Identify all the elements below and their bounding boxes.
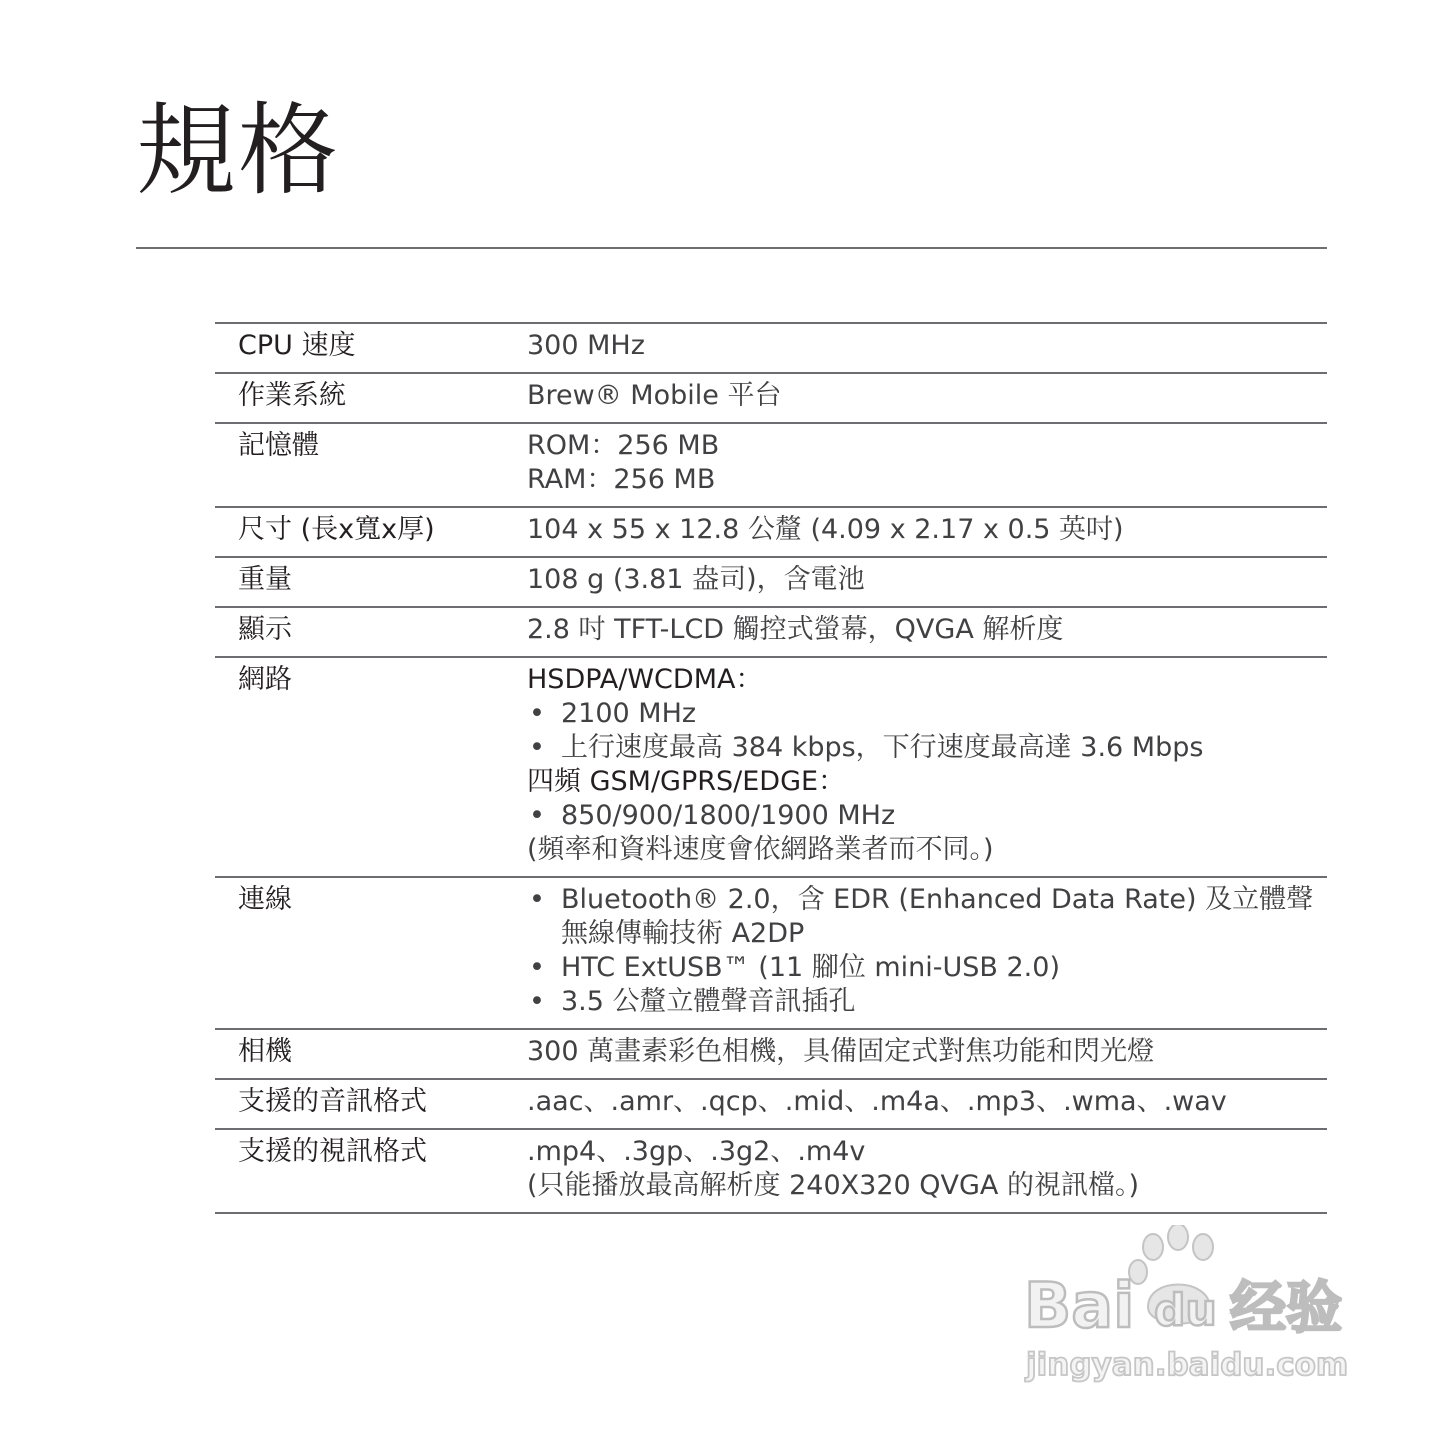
spec-row-audio-formats (215, 1079, 1327, 1129)
spec-row-display (215, 607, 1327, 657)
spec-row-weight (215, 557, 1327, 607)
spec-value (527, 557, 1327, 607)
spec-value (527, 1029, 1327, 1079)
spec-label: CPU 速度 (238, 330, 356, 361)
spec-value (527, 877, 1327, 1029)
spec-value-line: 104 x 55 x 12.8 公釐 (4.09 x 2.17 x 0.5 英吋) (527, 514, 1124, 545)
spec-value (527, 1079, 1327, 1129)
spec-value (527, 657, 1327, 877)
svg-text:经验: 经验 (1230, 1276, 1342, 1341)
spec-label: 支援的視訊格式 (238, 1136, 427, 1167)
spec-label: 顯示 (238, 614, 292, 645)
spec-value-line: .mp4、.3gp、.3g2、.m4v (527, 1136, 866, 1167)
page-title: 規格 (136, 92, 340, 209)
spec-value (527, 507, 1327, 557)
spec-value (527, 323, 1327, 373)
spec-value-line: RAM：256 MB (527, 464, 716, 495)
spec-row-os (215, 373, 1327, 423)
spec-label: 記憶體 (238, 430, 319, 461)
network-hsdpa-heading: HSDPA/WCDMA： (527, 664, 763, 695)
spec-value-line: Brew® Mobile 平台 (527, 380, 782, 411)
spec-row-camera (215, 1029, 1327, 1079)
spec-label: 作業系統 (238, 380, 346, 411)
spec-value (527, 1129, 1327, 1213)
spec-label: 連線 (238, 884, 292, 915)
bullet-item: • 2100 MHz (527, 697, 1319, 731)
spec-value-line: 300 萬畫素彩色相機，具備固定式對焦功能和閃光燈 (527, 1036, 1155, 1067)
bullet-item: • HTC ExtUSB™ (11 腳位 mini-USB 2.0) (527, 951, 1319, 985)
baidu-jingyan-watermark (1020, 1225, 1360, 1395)
spec-value (527, 373, 1327, 423)
spec-value-line: .aac、.amr、.qcp、.mid、.m4a、.mp3、.wma、.wav (527, 1086, 1227, 1117)
spec-value (527, 607, 1327, 657)
svg-text:du: du (1154, 1285, 1217, 1336)
spec-row-video-formats (215, 1129, 1327, 1213)
spec-label: 重量 (238, 564, 292, 595)
bullet-item: • 3.5 公釐立體聲音訊插孔 (527, 985, 1319, 1019)
spec-value-line: ROM：256 MB (527, 430, 720, 461)
svg-text:Bai: Bai (1024, 1269, 1135, 1342)
spec-label: 尺寸 (長x寬x厚) (238, 514, 435, 545)
bullet-item: • 850/900/1800/1900 MHz (527, 799, 1319, 833)
spec-row-memory (215, 423, 1327, 507)
bullet-item: • Bluetooth® 2.0，含 EDR (Enhanced Data Rate) 及立體聲無線傳輸技術 A2DP (527, 883, 1319, 951)
spec-label: 支援的音訊格式 (238, 1086, 427, 1117)
spec-row-cpu (215, 323, 1327, 373)
svg-text:jingyan.baidu.com: jingyan.baidu.com (1026, 1347, 1349, 1383)
spec-value-line: (只能播放最高解析度 240X320 QVGA 的視訊檔。) (527, 1170, 1139, 1201)
bullet-item: • 上行速度最高 384 kbps，下行速度最高達 3.6 Mbps (527, 731, 1319, 765)
spec-row-dimensions (215, 507, 1327, 557)
spec-label: 相機 (238, 1036, 292, 1067)
spec-row-network (215, 657, 1327, 877)
spec-label: 網路 (238, 664, 292, 695)
spec-value-line: 2.8 吋 TFT-LCD 觸控式螢幕，QVGA 解析度 (527, 614, 1064, 645)
spec-table (215, 322, 1327, 1214)
title-divider (136, 247, 1327, 249)
spec-row-connectivity (215, 877, 1327, 1029)
spec-value-line: 300 MHz (527, 330, 645, 361)
network-gsm-heading: 四頻 GSM/GPRS/EDGE： (527, 766, 846, 797)
spec-value (527, 423, 1327, 507)
network-note: (頻率和資料速度會依網路業者而不同。) (527, 834, 994, 865)
spec-value-line: 108 g (3.81 盎司)，含電池 (527, 564, 865, 595)
